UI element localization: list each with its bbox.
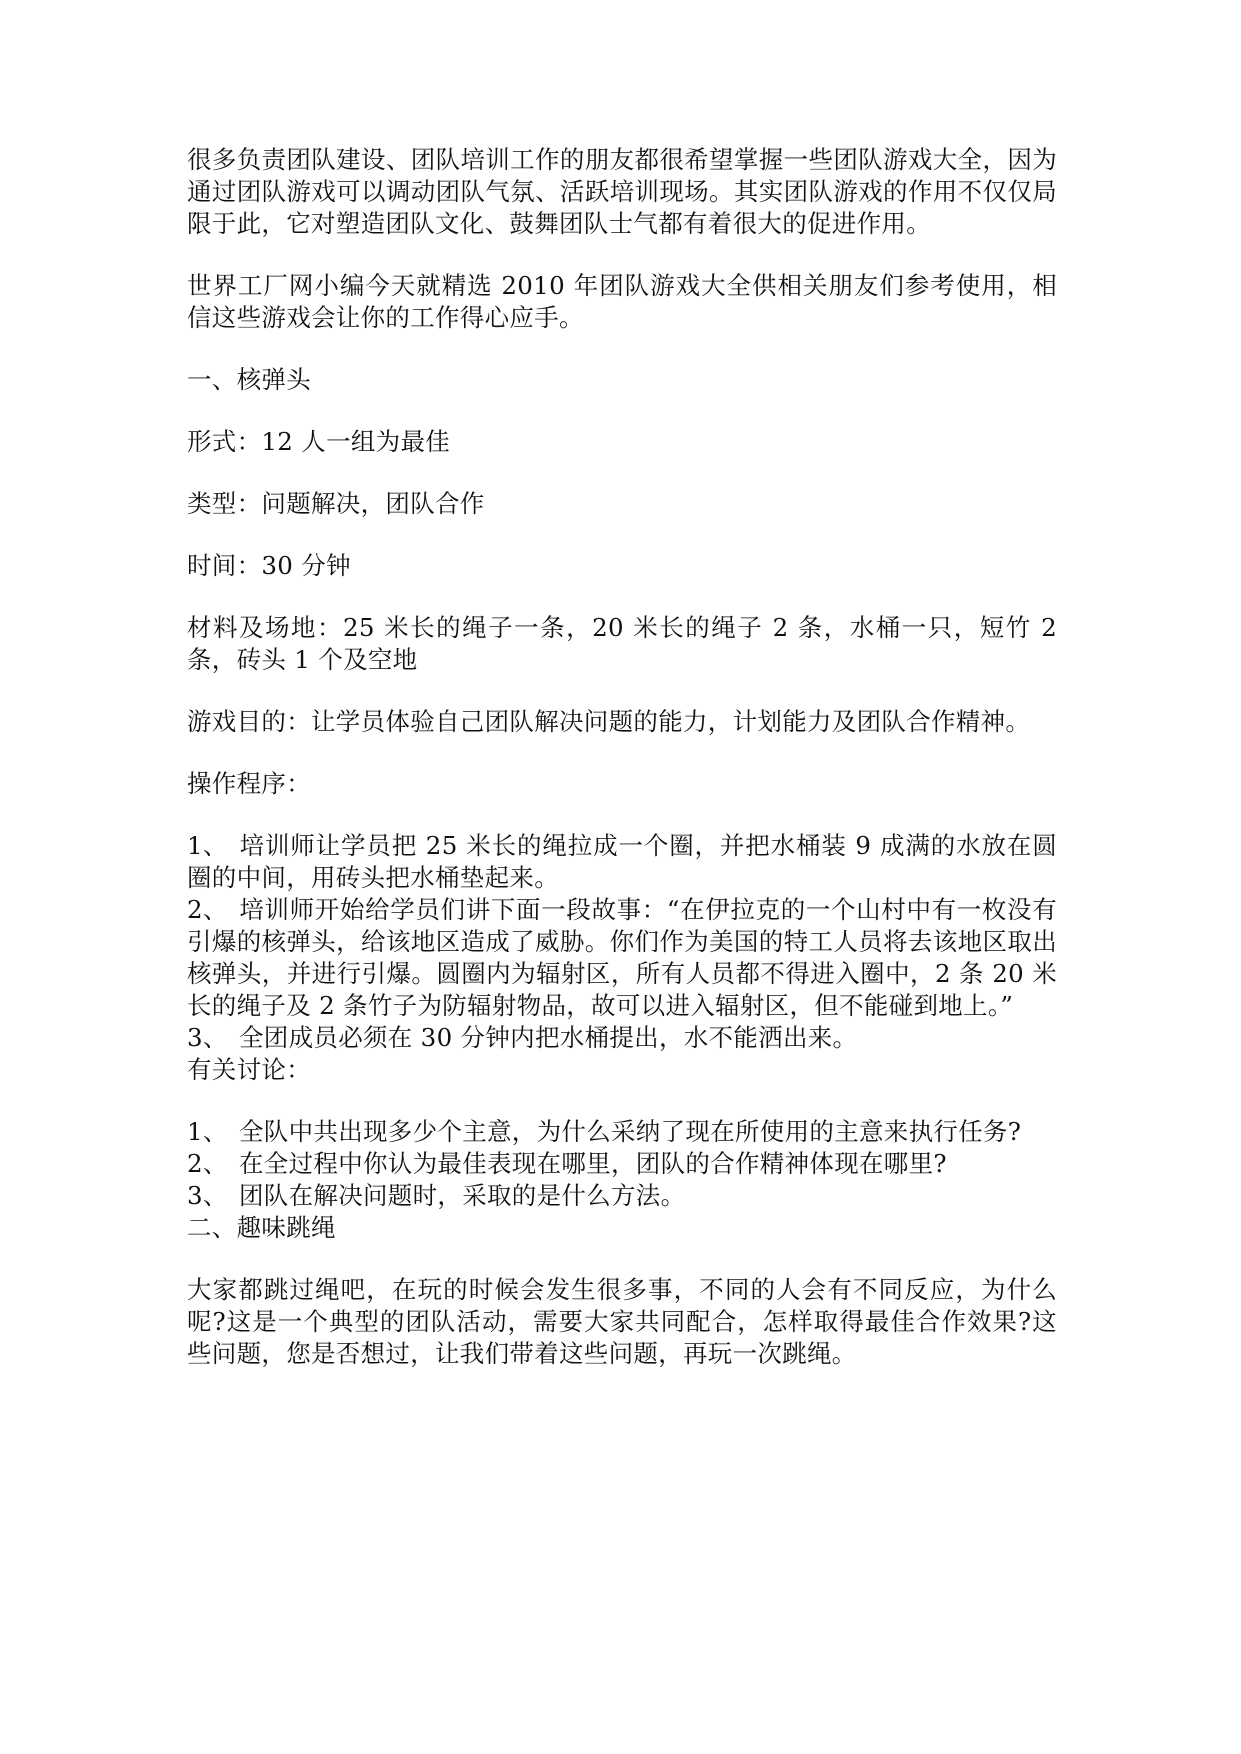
- document-body: [187, 144, 1057, 1370]
- game-type: 类型：问题解决，团队合作: [187, 489, 485, 518]
- discussion-heading: 有关讨论：: [187, 1055, 311, 1084]
- procedure-heading: 操作程序：: [187, 769, 311, 798]
- section-1-heading: 一、核弹头: [187, 365, 311, 394]
- list-text: 全队中共出现多少个主意，为什么采纳了现在所使用的主意来执行任务?: [239, 1117, 1022, 1146]
- list-text: 培训师开始给学员们讲下面一段故事：“在伊拉克的一个山村中有一枚没有引爆的核弹头，给该地区造成了威胁。你们作为美国的特工人员将去该地区取出核弹头，并进行引爆。圆圈内为辐射区，所有人员都不得进入圈中，2 条 20 米长的绳子及 2 条竹子为防辐射物品，故可以进入辐射区，但不能碰到地上。”: [187, 895, 1057, 1020]
- game-purpose: 游戏目的：让学员体验自己团队解决问题的能力，计划能力及团队合作精神。: [187, 707, 1031, 736]
- discussion-item-2: [187, 1148, 1057, 1180]
- list-text: 在全过程中你认为最佳表现在哪里，团队的合作精神体现在哪里?: [239, 1149, 947, 1178]
- list-number: 1、: [187, 1117, 228, 1146]
- discussion-item-3: [187, 1180, 1057, 1212]
- list-text: 全团成员必须在 30 分钟内把水桶提出，水不能洒出来。: [239, 1023, 858, 1052]
- game-form: 形式：12 人一组为最佳: [187, 427, 451, 456]
- intro-paragraph-2: 世界工厂网小编今天就精选 2010 年团队游戏大全供相关朋友们参考使用，相信这些游戏会让你的工作得心应手。: [187, 271, 1057, 332]
- list-text: 团队在解决问题时，采取的是什么方法。: [239, 1181, 686, 1210]
- procedure-step-3: [187, 1022, 1057, 1054]
- game-materials: 材料及场地：25 米长的绳子一条，20 米长的绳子 2 条，水桶一只，短竹 2 条，砖头 1 个及空地: [187, 613, 1057, 674]
- discussion-item-1: [187, 1116, 1057, 1148]
- procedure-step-1: [187, 830, 1057, 894]
- list-number: 1、: [187, 831, 228, 860]
- list-number: 2、: [187, 895, 228, 924]
- game-time: 时间：30 分钟: [187, 551, 351, 580]
- list-number: 3、: [187, 1181, 228, 1210]
- procedure-step-2: [187, 894, 1057, 1022]
- list-number: 3、: [187, 1023, 228, 1052]
- intro-paragraph-1: 很多负责团队建设、团队培训工作的朋友都很希望掌握一些团队游戏大全，因为通过团队游戏可以调动团队气氛、活跃培训现场。其实团队游戏的作用不仅仅局限于此，它对塑造团队文化、鼓舞团队士气都有着很大的促进作用。: [187, 145, 1057, 238]
- section-2-heading: 二、趣味跳绳: [187, 1213, 336, 1242]
- list-number: 2、: [187, 1149, 228, 1178]
- list-text: 培训师让学员把 25 米长的绳拉成一个圈，并把水桶装 9 成满的水放在圆圈的中间，用砖头把水桶垫起来。: [187, 831, 1057, 892]
- section-2-body: 大家都跳过绳吧，在玩的时候会发生很多事，不同的人会有不同反应，为什么呢?这是一个典型的团队活动，需要大家共同配合，怎样取得最佳合作效果?这些问题，您是否想过，让我们带着这些问题，再玩一次跳绳。: [187, 1275, 1057, 1368]
